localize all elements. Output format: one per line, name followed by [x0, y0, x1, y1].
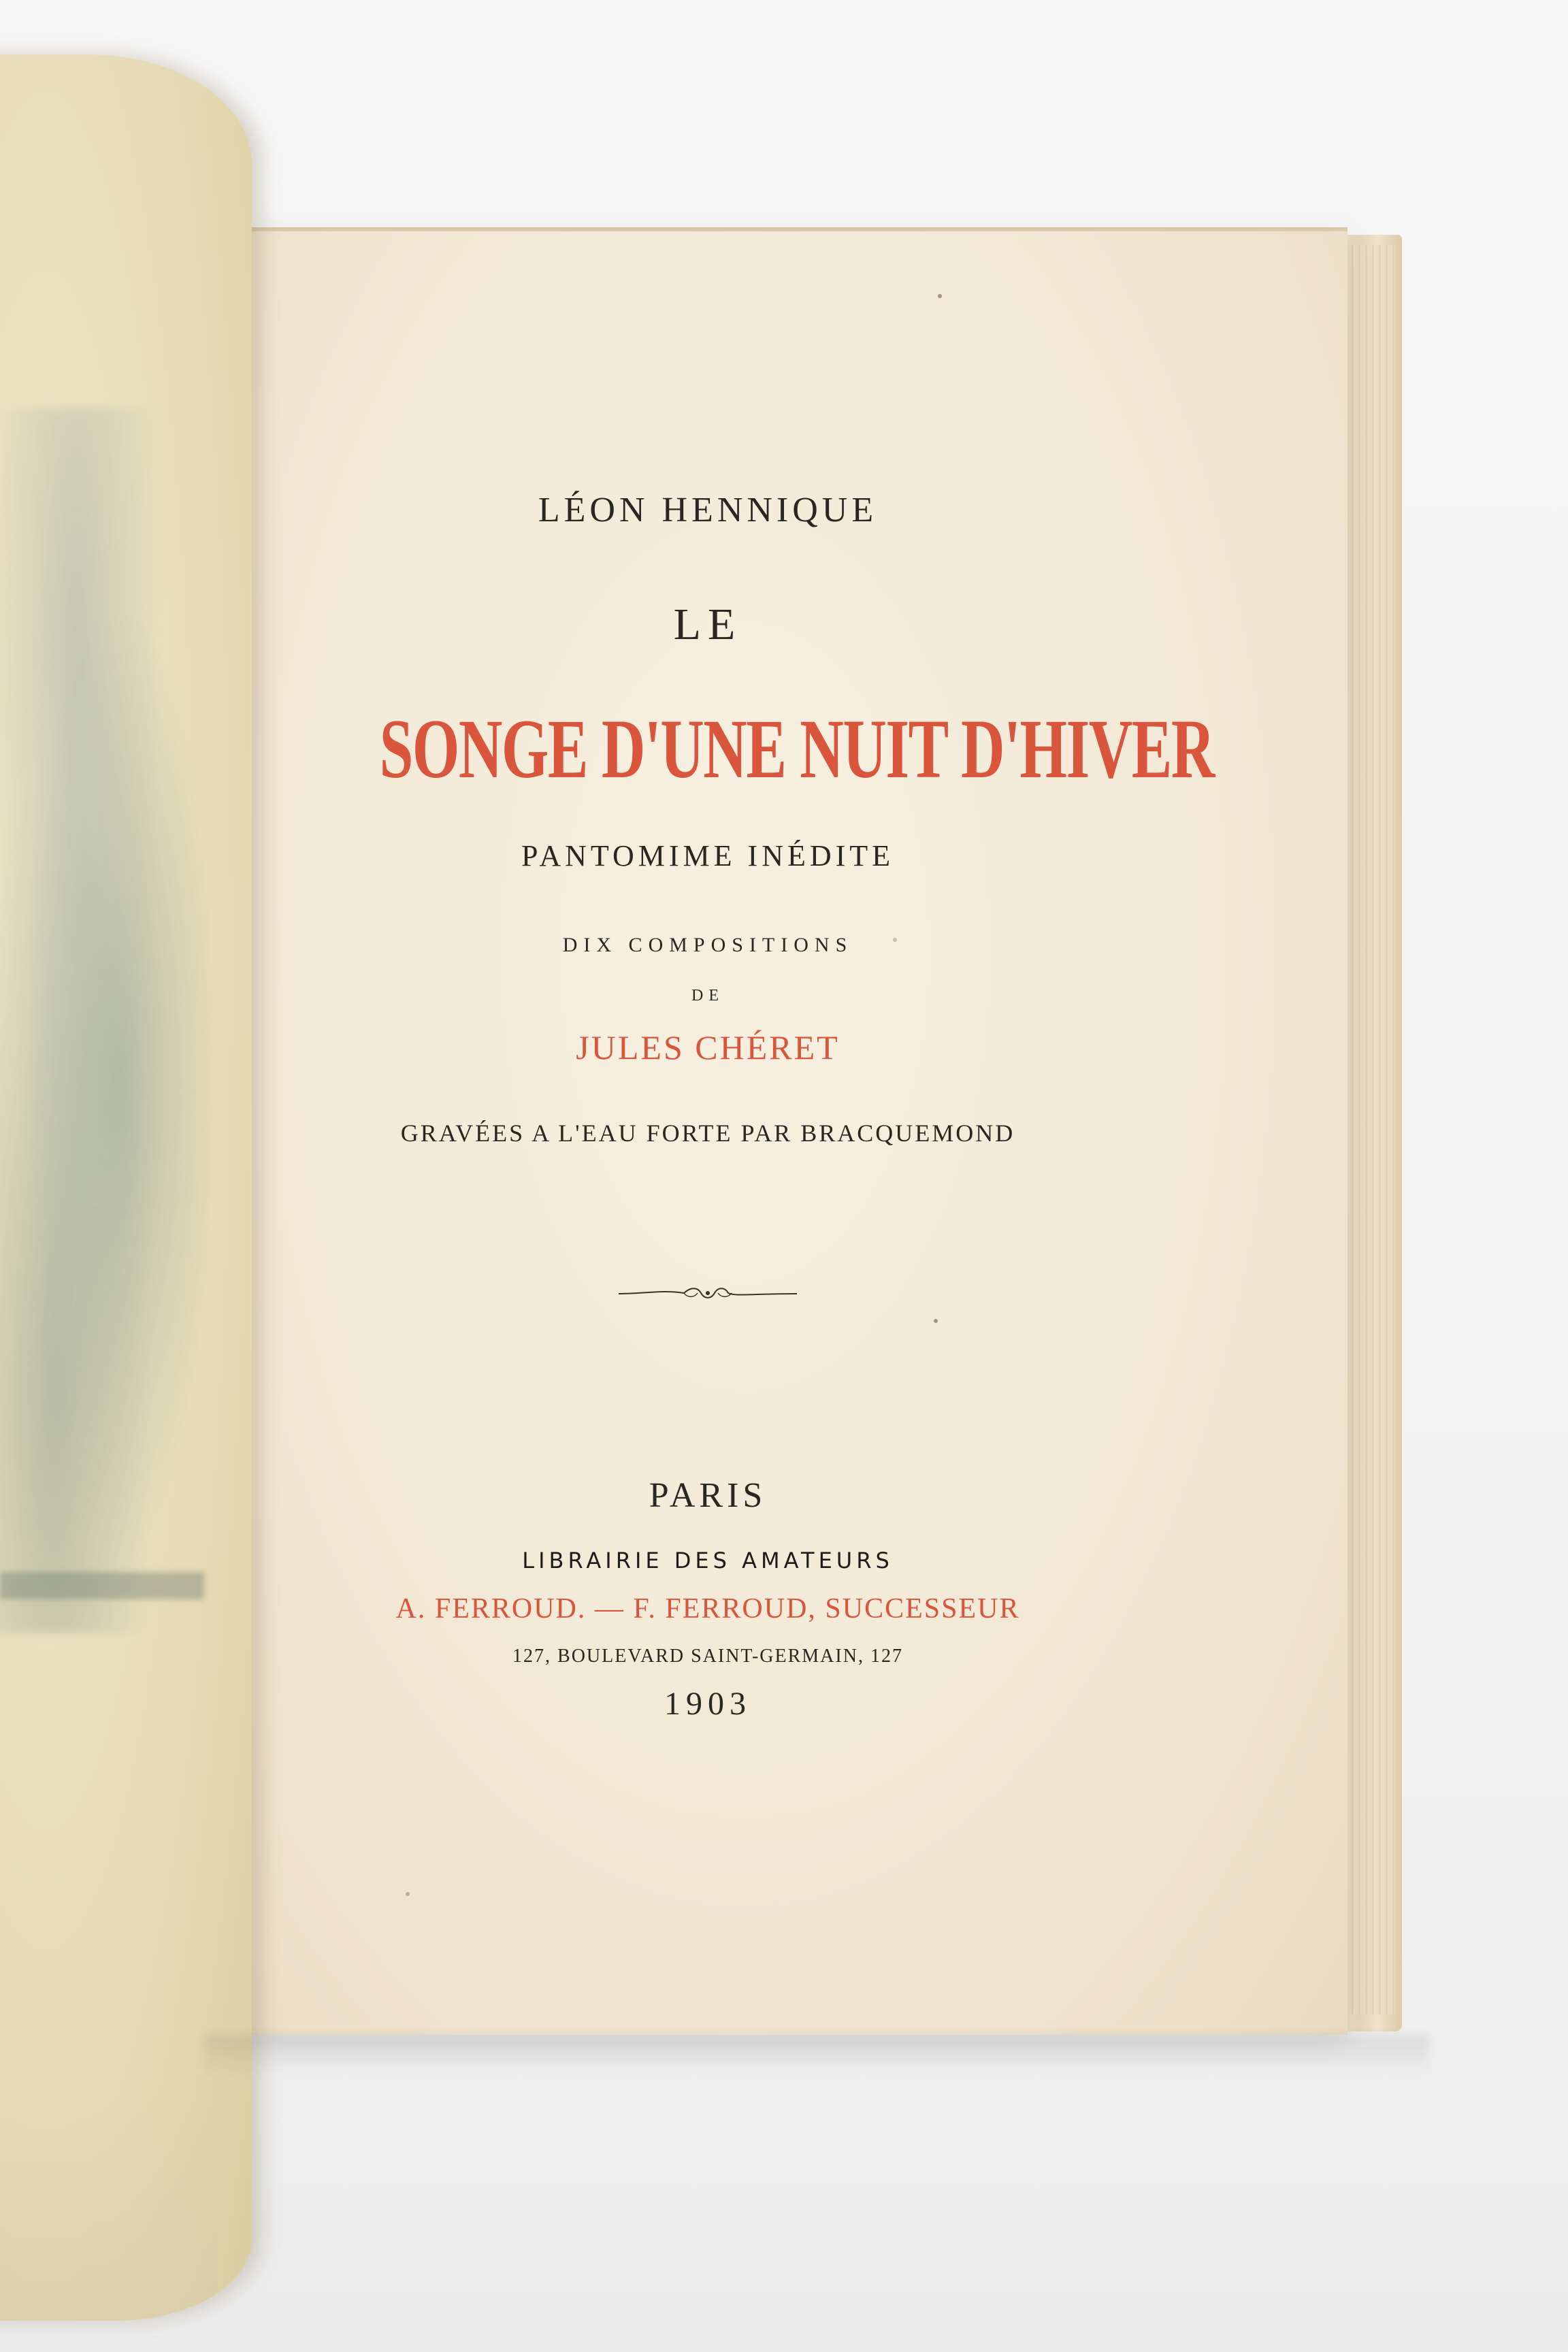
publication-year: 1903: [664, 1686, 751, 1722]
de-line: DE: [691, 987, 724, 1004]
frontispiece-illustration: [0, 408, 211, 1633]
artist-name: JULES CHÉRET: [576, 1028, 840, 1066]
ornament-flourish: [616, 1283, 800, 1303]
publisher-proprietors: A. FERROUD. — F. FERROUD, SUCCESSEUR: [395, 1593, 1020, 1624]
author-name: LÉON HENNIQUE: [538, 491, 878, 529]
paper-speck: [406, 1892, 410, 1896]
publisher-address: 127, BOULEVARD SAINT-GERMAIN, 127: [512, 1646, 903, 1667]
engraver-line: GRAVÉES A L'EAU FORTE PAR BRACQUEMOND: [400, 1120, 1015, 1147]
book-title: SONGE D'UNE NUIT D'HIVER: [379, 702, 1214, 796]
title-article: LE: [673, 600, 742, 649]
paper-speck: [934, 1319, 938, 1323]
page-stack-layers: [1348, 245, 1395, 2014]
facing-page-frontispiece: [0, 54, 252, 2321]
frontispiece-caption-band: [0, 1572, 204, 1599]
facing-page-shadow: [0, 2096, 218, 2321]
paper-speck: [893, 938, 897, 942]
compositions-line: DIX COMPOSITIONS: [562, 934, 853, 956]
publication-place: PARIS: [649, 1476, 767, 1515]
subtitle: PANTOMIME INÉDITE: [521, 839, 895, 872]
paper-speck: [938, 294, 942, 298]
page-bottom-shadow: [204, 2035, 1429, 2076]
publisher-name: LIBRAIRIE DES AMATEURS: [522, 1548, 894, 1573]
